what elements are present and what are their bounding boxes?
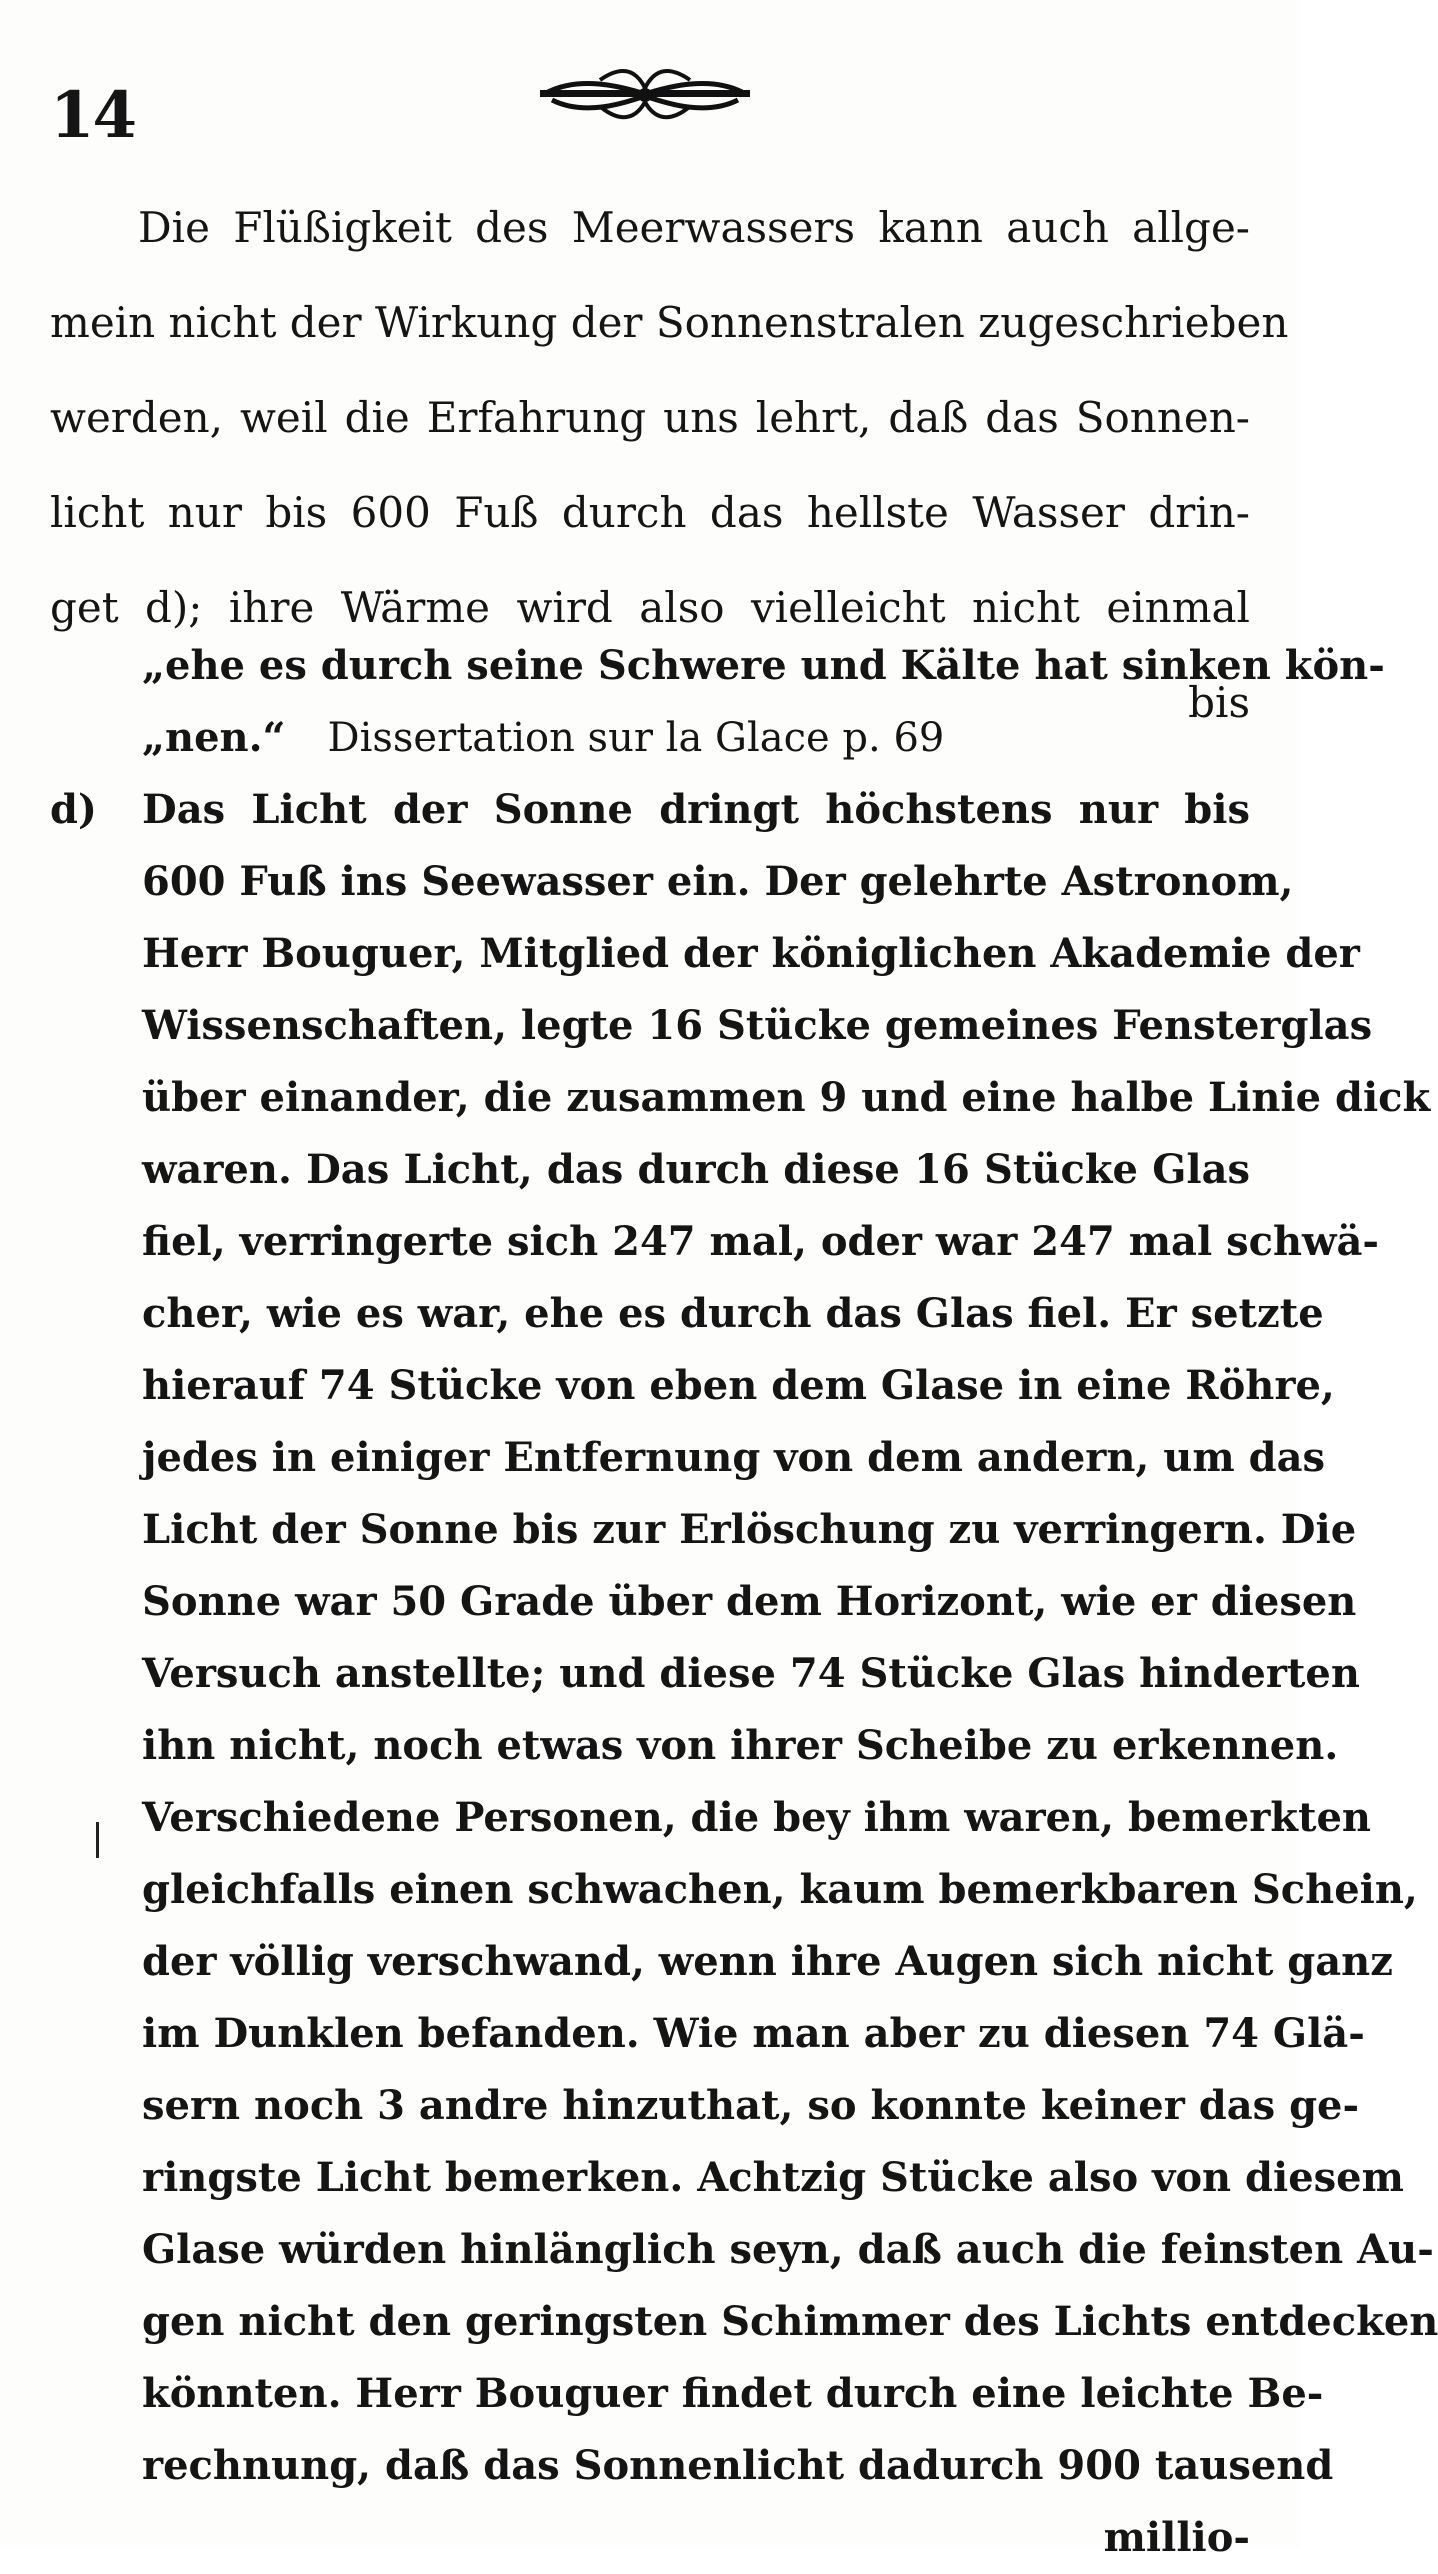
page-number: 14 bbox=[50, 78, 136, 153]
quote-line-end bbox=[50, 702, 1250, 774]
footnote-label: d) bbox=[50, 786, 97, 833]
footnote-line: im Dunklen befanden. Wie man aber zu diesen 74 Glä- bbox=[142, 2010, 1365, 2057]
footnote-line: Glase würden hinlänglich seyn, daß auch die feinsten Au- bbox=[142, 2226, 1434, 2273]
footnote-line: sern noch 3 andre hinzuthat, so konnte keiner das ge- bbox=[142, 2082, 1360, 2129]
footnote-line: gen nicht den geringsten Schimmer des Lichts entdecken bbox=[142, 2298, 1438, 2345]
margin-mark bbox=[96, 1822, 99, 1858]
footnote-line: gleichfalls einen schwachen, kaum bemerkbaren Schein, bbox=[142, 1866, 1418, 1913]
citation: Dissertation sur la Glace p. 69 bbox=[327, 715, 945, 761]
footnote-line: fiel, verringerte sich 247 mal, oder war 247 mal schwä- bbox=[142, 1218, 1379, 1265]
footnote-line: Wissenschaften, legte 16 Stücke gemeines Fensterglas bbox=[142, 1002, 1373, 1049]
footnote-line: Sonne war 50 Grade über dem Horizont, wie er diesen bbox=[142, 1578, 1357, 1625]
footnote-line: hierauf 74 Stücke von eben dem Glase in eine Röhre, bbox=[142, 1362, 1335, 1409]
main-text-line: bis bbox=[1188, 678, 1250, 727]
ornament-icon bbox=[540, 58, 750, 130]
footnote-line: Licht der Sonne bis zur Erlöschung zu verringern. Die bbox=[142, 1506, 1357, 1553]
footnote-line: 600 Fuß ins Seewasser ein. Der gelehrte Astronom, bbox=[142, 858, 1294, 905]
quote-line: „nen.“ bbox=[142, 714, 286, 761]
footnotes bbox=[50, 630, 1438, 2574]
quote-line: „ehe es durch seine Schwere und Kälte hat sinken kön- bbox=[142, 642, 1385, 689]
footnote-line: waren. Das Licht, das durch diese 16 Stücke Glas bbox=[142, 1146, 1250, 1193]
footnote-line: über einander, die zusammen 9 und eine halbe Linie dick bbox=[142, 1074, 1431, 1121]
footnote-line: der völlig verschwand, wenn ihre Augen sich nicht ganz bbox=[142, 1938, 1393, 1985]
main-text-line: licht nur bis 600 Fuß durch das hellste Wasser drin- bbox=[50, 488, 1250, 537]
main-text-line: mein nicht der Wirkung der Sonnenstralen zugeschrieben bbox=[50, 298, 1289, 347]
footnote-line: könnten. Herr Bouguer findet durch eine leichte Be- bbox=[142, 2370, 1324, 2417]
footnote-line: Verschiedene Personen, die bey ihm waren, bemerkten bbox=[142, 1794, 1372, 1841]
main-text-line: Die Flüßigkeit des Meerwassers kann auch allge- bbox=[138, 203, 1250, 252]
footnote-line: Versuch anstellte; und diese 74 Stücke Glas hinderten bbox=[142, 1650, 1360, 1697]
footnote-line: ihn nicht, noch etwas von ihrer Scheibe zu erkennen. bbox=[142, 1722, 1339, 1769]
footnote-line: ringste Licht bemerken. Achtzig Stücke also von diesem bbox=[142, 2154, 1404, 2201]
footnote-line: jedes in einiger Entfernung von dem andern, um das bbox=[142, 1434, 1326, 1481]
footnote-line: Herr Bouguer, Mitglied der königlichen Akademie der bbox=[142, 930, 1360, 977]
main-text-line: get d); ihre Wärme wird also vielleicht nicht einmal bbox=[50, 583, 1250, 632]
footnote-first-line bbox=[50, 774, 1250, 846]
footnote-line: millio- bbox=[1103, 2514, 1250, 2561]
footnote-line: Das Licht der Sonne dringt höchstens nur bis bbox=[142, 786, 1250, 833]
footnote-line: cher, wie es war, ehe es durch das Glas fiel. Er setzte bbox=[142, 1290, 1324, 1337]
footnote-line: rechnung, daß das Sonnenlicht dadurch 900 tausend bbox=[142, 2442, 1334, 2489]
main-text-line: werden, weil die Erfahrung uns lehrt, daß das Sonnen- bbox=[50, 393, 1250, 442]
